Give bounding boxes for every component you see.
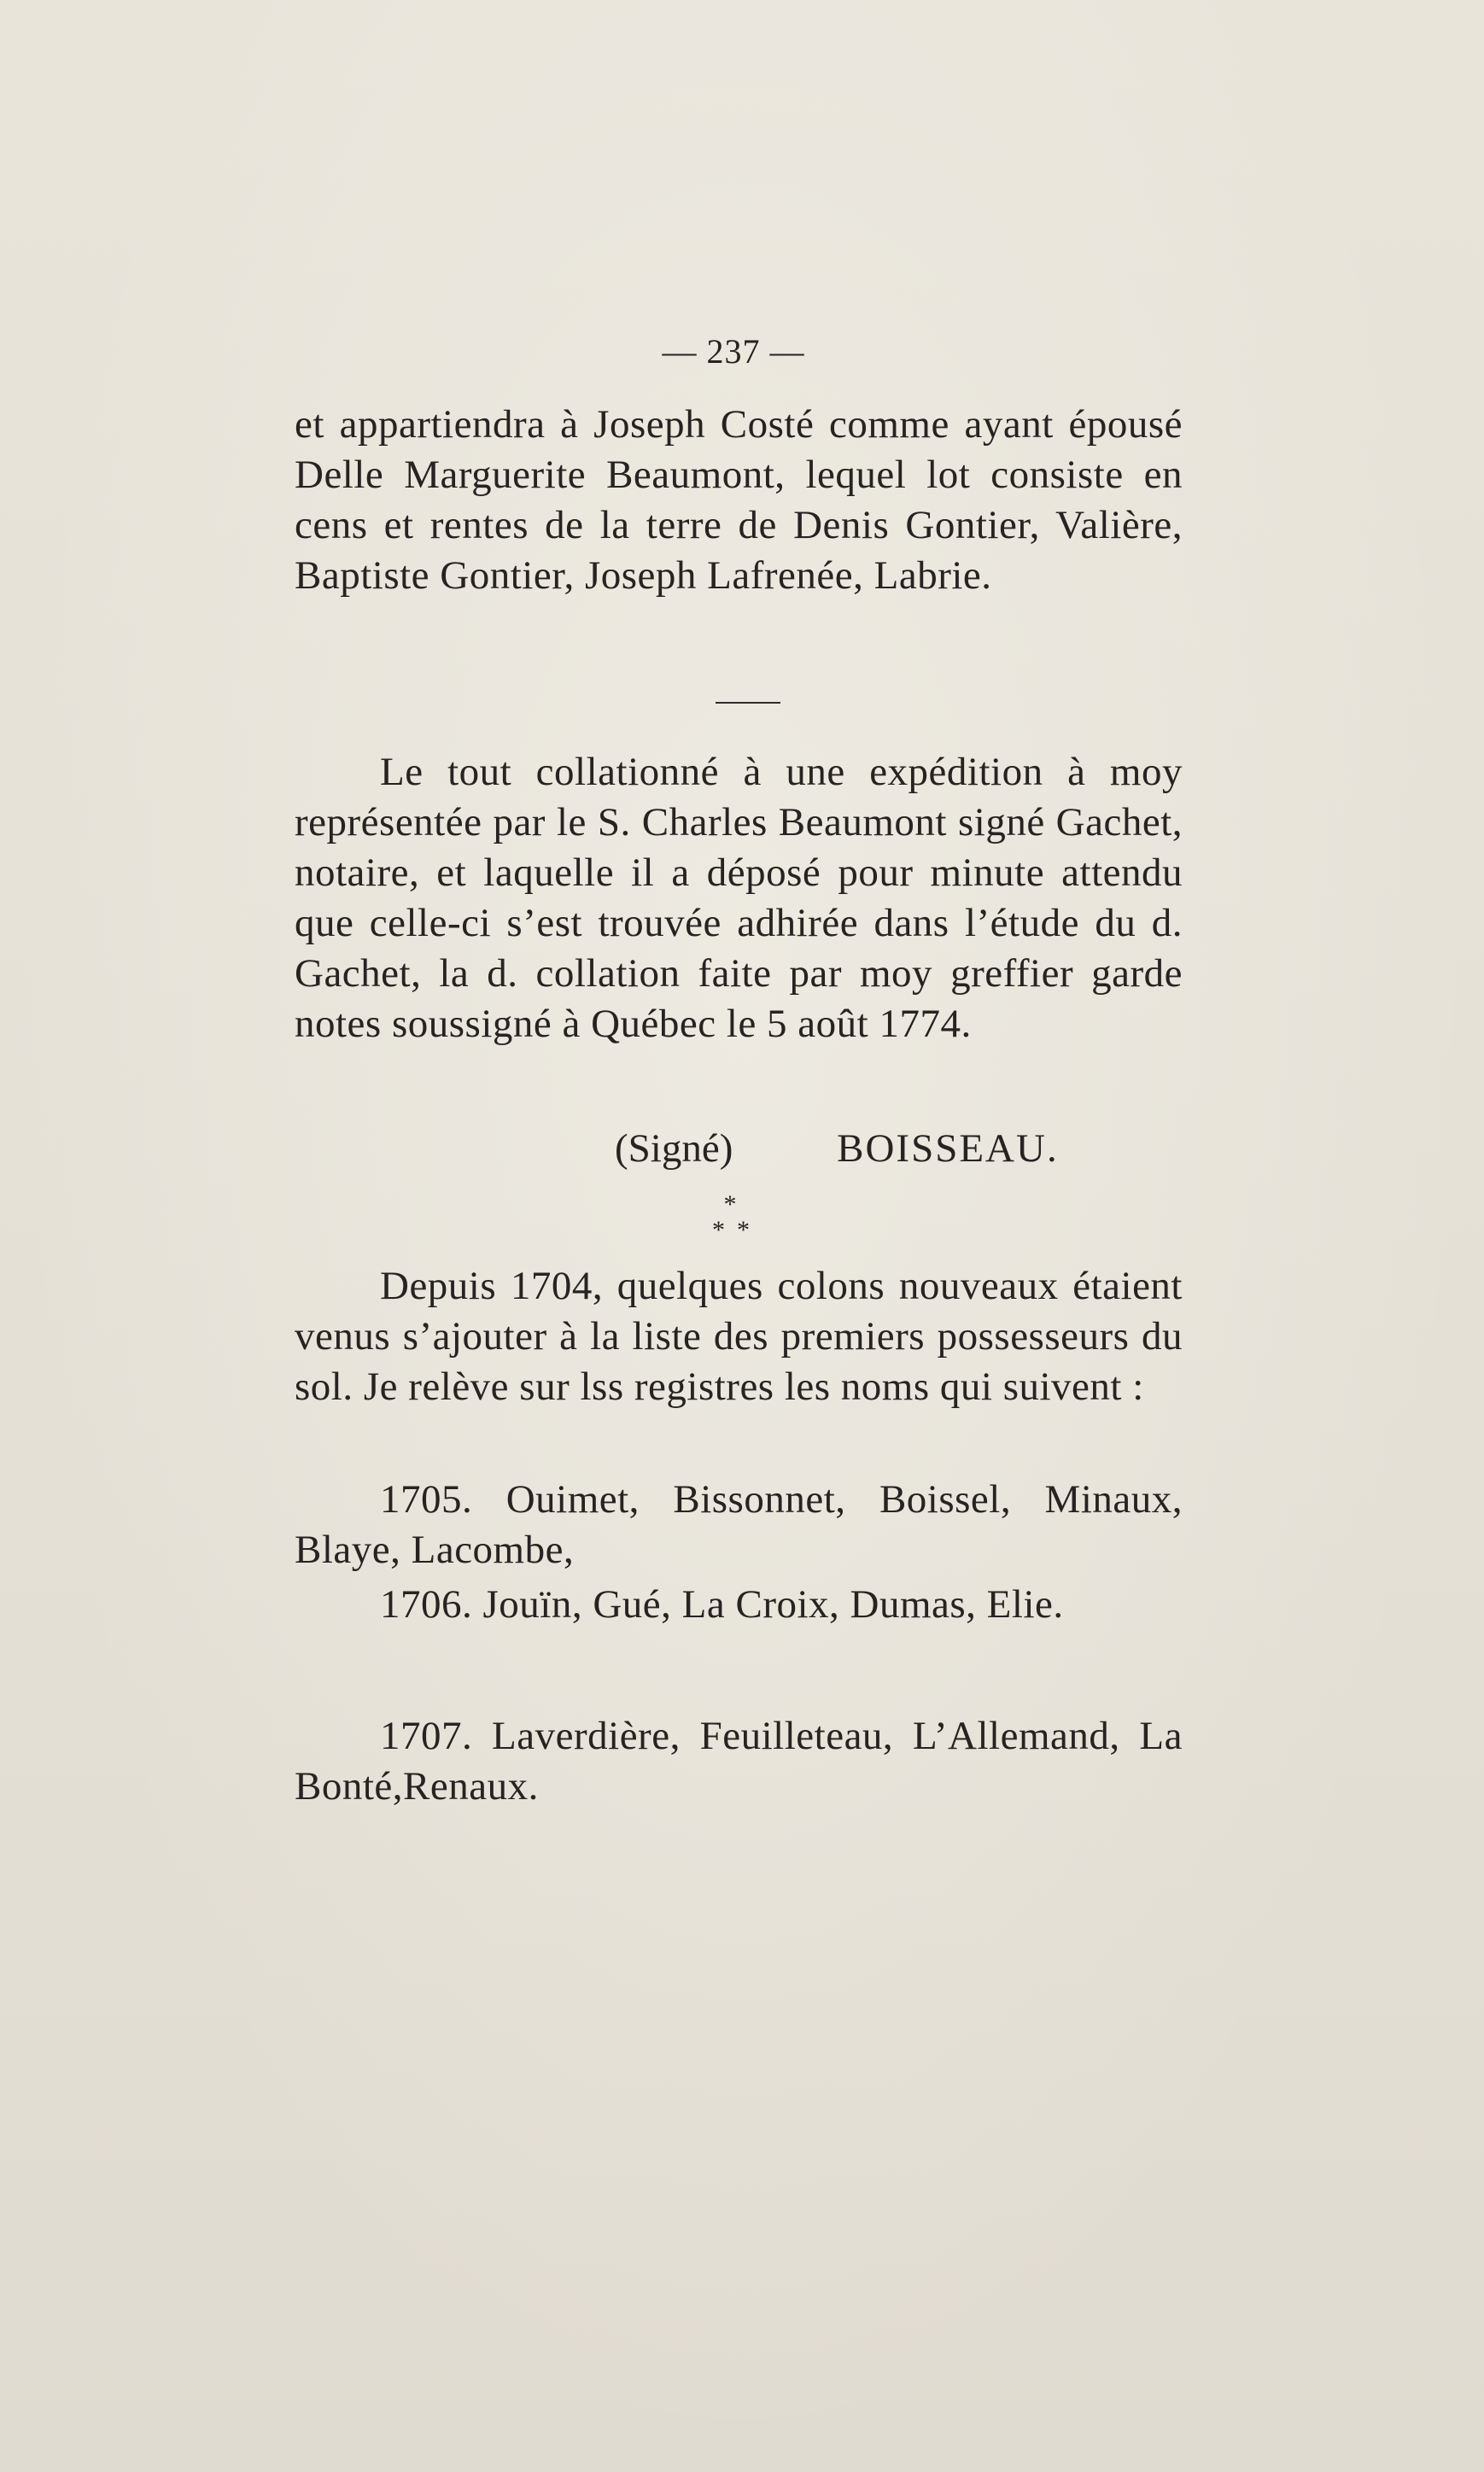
signature-name: BOISSEAU.: [837, 1126, 1059, 1171]
entry-1707: [295, 1711, 1183, 1812]
signature-label: (Signé): [615, 1126, 733, 1171]
paragraph-text: Le tout collationné à une expédition à moy représentée par le S. Charles Beaumont signé Gachet, notaire, et laquelle il a déposé pour minute attendu que celle-ci s’est trouvée adhirée dans l’étude du d. Gachet, la d. collation faite par moy greffier garde notes soussigné à Québec le 5 août 1774.: [295, 750, 1183, 1046]
entry-1706: [295, 1580, 1183, 1630]
paragraph-text: Depuis 1704, quelques colons nouveaux étaient venus s’ajouter à la liste des premiers possesseurs du sol. Je relève sur lss registres les noms qui suivent :: [295, 1264, 1183, 1409]
paragraph-collation: [295, 747, 1183, 1049]
signature-line: [615, 1124, 1059, 1174]
paragraph-depuis: [295, 1261, 1183, 1412]
section-divider: [716, 702, 780, 704]
asterism-ornament: [700, 1192, 760, 1243]
list-item: 1706. Jouïn, Gué, La Croix, Dumas, Elie.: [380, 1582, 1064, 1627]
list-item: 1707. Laverdière, Feuilleteau, L’Allemand, La Bonté,Renaux.: [295, 1714, 1183, 1809]
asterism-top: *: [723, 1190, 737, 1218]
list-item: 1705. Ouimet, Bissonnet, Boissel, Minaux, Blaye, Lacombe,: [295, 1477, 1183, 1572]
page-number: — 237 —: [662, 332, 805, 371]
asterism-bottom: **: [712, 1216, 762, 1244]
entry-1705: [295, 1475, 1183, 1575]
paragraph-text: et appartiendra à Joseph Costé comme ayant épousé Delle Marguerite Beaumont, lequel lot consiste en cens et rentes de la terre de Denis Gontier, Valière, Baptiste Gontier, Joseph Lafrenée, Labrie.: [295, 402, 1183, 598]
paragraph-continuation: [295, 400, 1183, 601]
